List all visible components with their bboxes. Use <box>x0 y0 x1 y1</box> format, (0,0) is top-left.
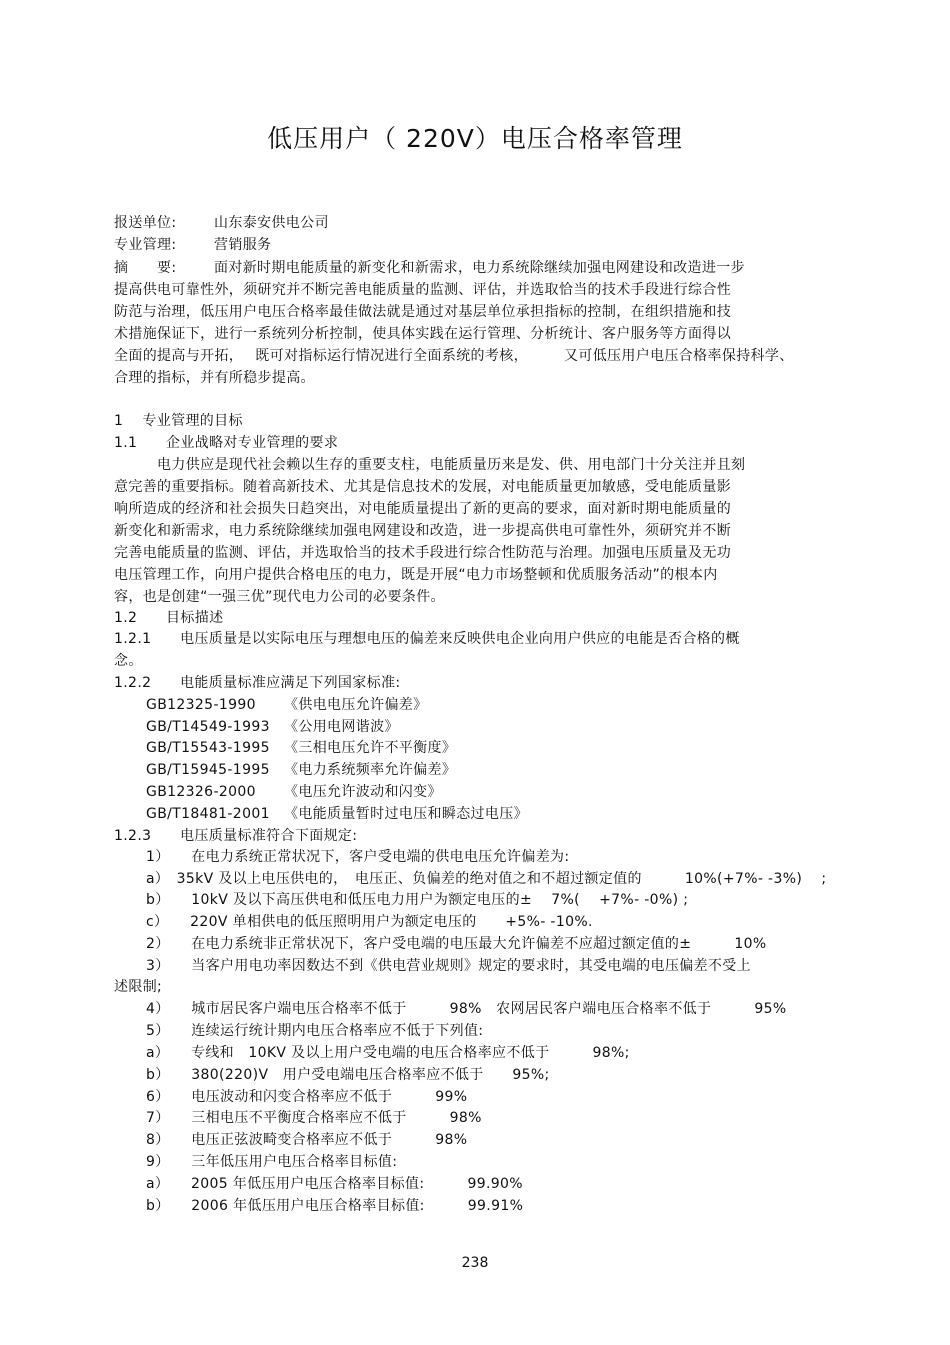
section-heading-1-1: 1.1 企业战略对专业管理的要求 <box>114 435 339 451</box>
standard-name: 《供电电压允许偏差》 <box>284 697 428 713</box>
paragraph-line: 电压管理工作，向用户提供合格电压的电力，既是开展“电力市场整顿和优质服务活动”的根本内 <box>114 567 718 583</box>
clause-1-2-3: 1.2.3 电压质量标准符合下面规定: <box>114 828 358 844</box>
paragraph-line: 响所造成的经济和社会损失日趋突出，对电能质量提出了新的更高的要求，面对新时期电能质量的 <box>114 501 732 517</box>
rule-line: c） 220V 单相供电的低压照明用户为额定电压的 +5%- -10%. <box>146 914 593 930</box>
clause-1-2-2: 1.2.2 电能质量标准应满足下列国家标准: <box>114 675 401 691</box>
standard-code: GB12325-1990 <box>146 697 256 713</box>
standard-row <box>146 695 428 715</box>
section-heading-1-2: 1.2 目标描述 <box>114 610 224 626</box>
paragraph-line: 电力供应是现代社会赖以生存的重要支柱，电能质量历来是发、供、用电部门十分关注并且刻 <box>114 457 746 473</box>
rule-line: b） 380(220)V 用户受电端电压合格率应不低于 95%; <box>146 1067 550 1083</box>
standard-row <box>146 717 399 737</box>
section-heading-1: 1 专业管理的目标 <box>114 413 243 429</box>
standard-name: 《电压允许波动和闪变》 <box>284 784 442 800</box>
clause-1-2-1: 1.2.1 电压质量是以实际电压与理想电压的偏差来反映供电企业向用户供应的电能是否合格的概 <box>114 631 740 647</box>
standard-row <box>146 782 442 802</box>
abstract-line: 术措施保证下，进行一系统列分析控制，使具体实践在运行管理、分析统计、客户服务等方面得以 <box>114 326 732 342</box>
standard-name: 《三相电压允许不平衡度》 <box>284 740 457 756</box>
standard-name: 《电能质量暂时过电压和瞬态过电压》 <box>284 806 528 822</box>
standard-code: GB/T15945-1995 <box>146 762 270 778</box>
rule-line: b） 10kV 及以下高压供电和低压电力用户为额定电压的± 7%( +7%- -0%) ; <box>146 892 689 908</box>
document-title: 低压用户（ 220V）电压合格率管理 <box>267 124 683 153</box>
standard-code: GB/T18481-2001 <box>146 806 270 822</box>
standard-row <box>146 804 528 824</box>
rule-line: b） 2006 年低压用户电压合格率目标值: 99.91% <box>146 1198 524 1214</box>
rule-line: 2） 在电力系统非正常状况下，客户受电端的电压最大允许偏差不应超过额定值的± 10% <box>146 936 767 952</box>
standard-code: GB/T15543-1995 <box>146 740 270 756</box>
clause-1-2-1-cont: 念。 <box>114 653 143 669</box>
standard-code: GB12326-2000 <box>146 784 256 800</box>
rule-line: a） 2005 年低压用户电压合格率目标值: 99.90% <box>146 1176 523 1192</box>
standard-name: 《公用电网谐波》 <box>284 719 399 735</box>
unit-value: 山东泰安供电公司 <box>214 215 329 231</box>
rule-line: 6） 电压波动和闪变合格率应不低于 99% <box>146 1089 468 1105</box>
paragraph-line: 新变化和新需求，电力系统除继续加强电网建设和改造，进一步提高供电可靠性外，须研究并不断 <box>114 523 732 539</box>
abstract-line: 防范与治理，低压用户电压合格率最佳做法就是通过对基层单位承担指标的控制，在组织措施和技 <box>114 304 732 320</box>
abstract-label: 摘 要: <box>114 260 177 276</box>
standard-code: GB/T14549-1993 <box>146 719 270 735</box>
rule-line: 7） 三相电压不平衡度合格率应不低于 98% <box>146 1110 482 1126</box>
rule-line: a） 35kV 及以上电压供电的， 电压正、负偏差的绝对值之和不超过额定值的 10%(+7%- -3%) ; <box>146 871 827 887</box>
abstract-line: 面对新时期电能质量的新变化和新需求，电力系统除继续加强电网建设和改造进一步 <box>214 260 745 276</box>
rule-line: 5） 连续运行统计期内电压合格率应不低于下列值: <box>146 1023 484 1039</box>
unit-label: 报送单位: <box>114 215 177 231</box>
major-value: 营销服务 <box>214 237 272 253</box>
paragraph-line: 意完善的重要指标。随着高新技术、尤其是信息技术的发展，对电能质量更加敏感，受电能质量影 <box>114 479 732 495</box>
abstract-line: 全面的提高与开拓， 既可对指标运行情况进行全面系统的考核， 又可低压用户电压合格率保持科学、 <box>114 348 794 364</box>
rule-line: 8） 电压正弦波畸变合格率应不低于 98% <box>146 1132 468 1148</box>
rule-line-cont: 述限制; <box>114 979 163 995</box>
paragraph-line: 完善电能质量的监测、评估，并选取恰当的技术手段进行综合性防范与治理。加强电压质量及无功 <box>114 545 732 561</box>
standard-name: 《电力系统频率允许偏差》 <box>284 762 457 778</box>
page-number: 238 <box>461 1255 489 1271</box>
rule-line: a） 专线和 10KV 及以上用户受电端的电压合格率应不低于 98%; <box>146 1045 630 1061</box>
abstract-line: 合理的指标，并有所稳步提高。 <box>114 370 315 386</box>
standard-row <box>146 738 456 758</box>
rule-line: 3） 当客户用电功率因数达不到《供电营业规则》规定的要求时，其受电端的电压偏差不受上 <box>146 958 751 974</box>
major-label: 专业管理: <box>114 237 177 253</box>
rule-line: 4） 城市居民客户端电压合格率不低于 98% 农网居民客户端电压合格率不低于 95% <box>146 1001 787 1017</box>
standard-row <box>146 760 456 780</box>
abstract-line: 提高供电可靠性外，须研究并不断完善电能质量的监测、评估，并选取恰当的技术手段进行综合性 <box>114 282 732 298</box>
rule-line: 1） 在电力系统正常状况下，客户受电端的供电电压允许偏差为: <box>146 849 570 865</box>
rule-line: 9） 三年低压用户电压合格率目标值: <box>146 1154 398 1170</box>
paragraph-line: 容，也是创建“一强三优”现代电力公司的必要条件。 <box>114 589 445 605</box>
